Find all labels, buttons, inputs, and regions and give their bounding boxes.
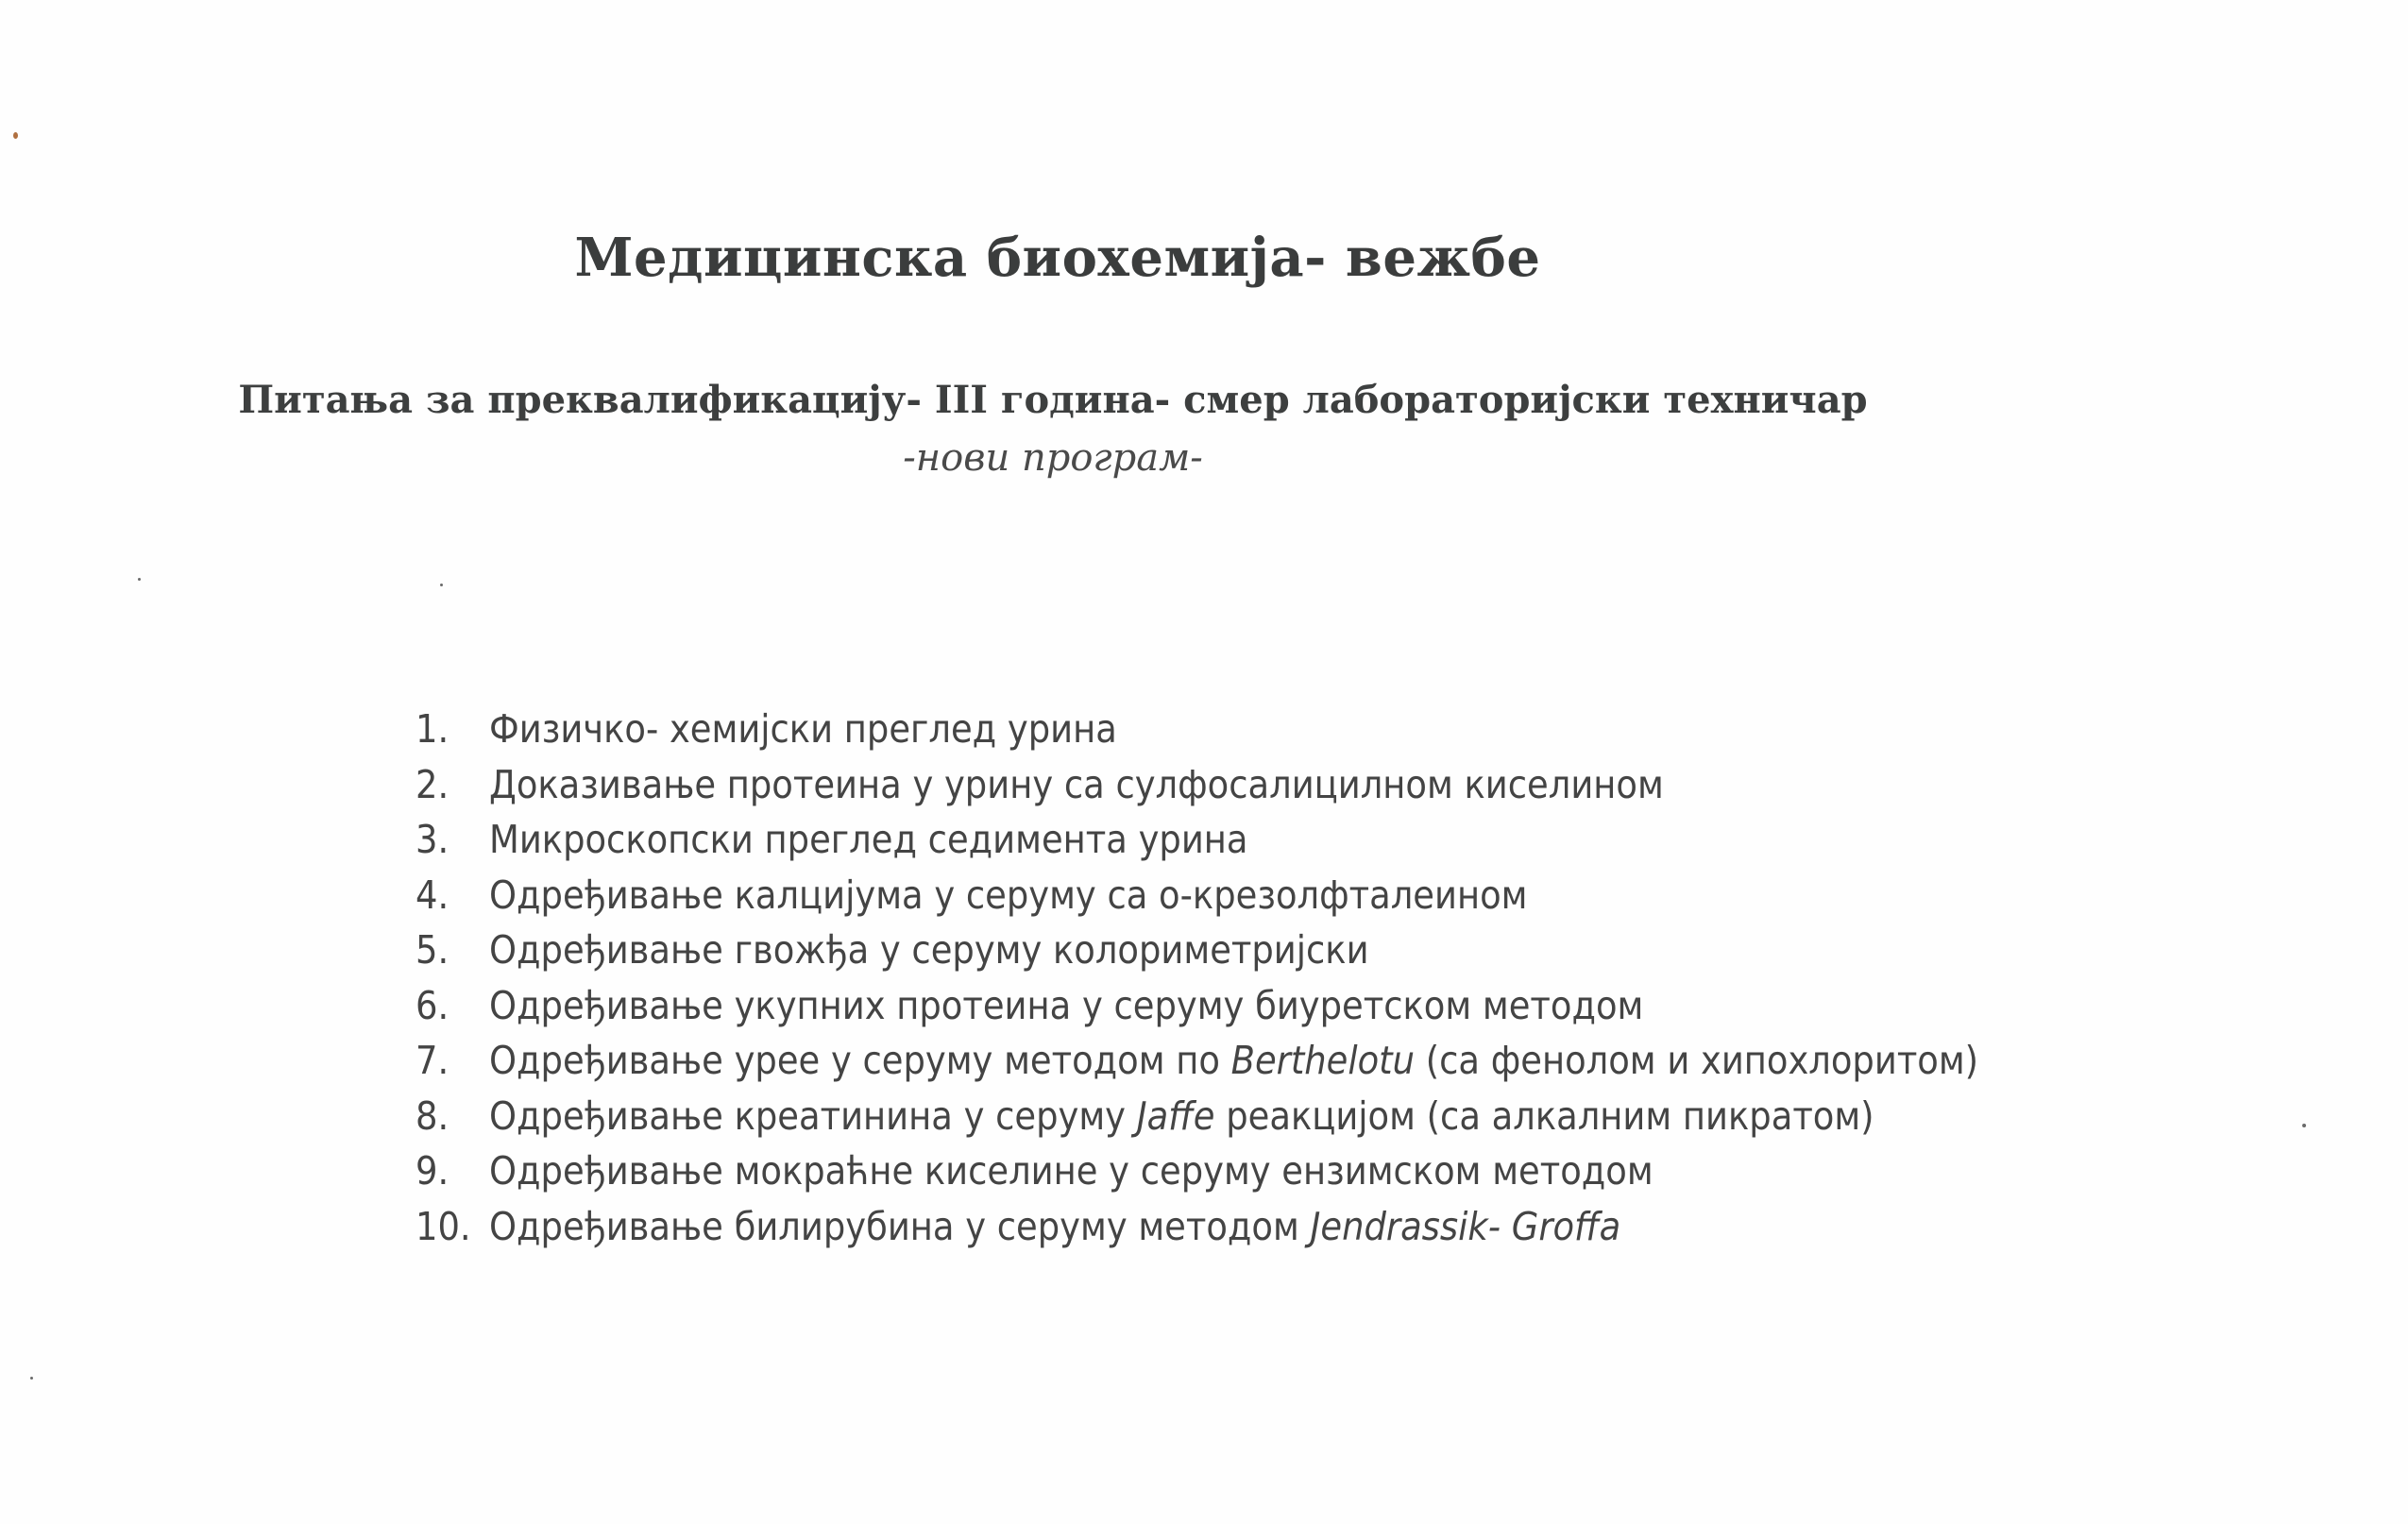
program-note: -нови програм- xyxy=(903,436,1203,480)
scan-speck xyxy=(13,132,18,139)
item-number: 7. xyxy=(415,1038,449,1083)
item-number: 9. xyxy=(415,1148,449,1194)
item-text: Одређивање калцијума у серуму са о-крезолфталеином xyxy=(489,872,1528,918)
scan-speck xyxy=(138,578,141,581)
item-text: Одређивање укупних протеина у серуму биуретском методом xyxy=(489,982,1644,1028)
item-text: Одређивање билирубина у серуму методом Jendrassik- Groffa xyxy=(489,1203,1621,1249)
item-number: 1. xyxy=(415,706,449,752)
item-number: 2. xyxy=(415,761,449,807)
question-list xyxy=(415,706,2304,1259)
item-text: Микроскопски преглед седимента урина xyxy=(489,817,1248,862)
item-number: 5. xyxy=(415,927,449,973)
item-text: Физичко- хемијски преглед урина xyxy=(489,706,1117,752)
document-title: Медицинска биохемија- вежбе xyxy=(574,227,1541,289)
item-text: Одређивање урее у серуму методом по Berthelotu (са фенолом и хипохлоритом) xyxy=(489,1038,1979,1083)
document-subtitle: Питања за преквалификацију- III година- смер лабораторијски техничар xyxy=(238,378,1868,422)
scan-speck xyxy=(440,584,443,586)
item-text: Одређивање гвожђа у серуму колориметријски xyxy=(489,927,1369,973)
list-item xyxy=(415,762,2304,818)
list-item xyxy=(415,1204,2304,1260)
item-text: Одређивање креатинина у серуму Jaffe реакцијом (са алкалним пикратом) xyxy=(489,1092,1874,1139)
item-number: 4. xyxy=(415,872,449,918)
list-item xyxy=(415,706,2304,762)
item-number: 10. xyxy=(415,1203,471,1249)
item-number: 3. xyxy=(415,817,449,862)
item-number: 8. xyxy=(415,1092,449,1139)
list-item xyxy=(415,1038,2304,1093)
list-item xyxy=(415,817,2304,872)
list-item xyxy=(415,1148,2304,1204)
item-number: 6. xyxy=(415,982,449,1028)
list-item xyxy=(415,872,2304,928)
list-item xyxy=(415,1093,2304,1149)
list-item xyxy=(415,983,2304,1039)
item-text: Одређивање мокраћне киселине у серуму ензимском методом xyxy=(489,1148,1653,1194)
scan-speck xyxy=(30,1377,33,1380)
list-item xyxy=(415,927,2304,983)
item-text: Доказивање протеина у урину са сулфосалицилном киселином xyxy=(489,761,1664,807)
